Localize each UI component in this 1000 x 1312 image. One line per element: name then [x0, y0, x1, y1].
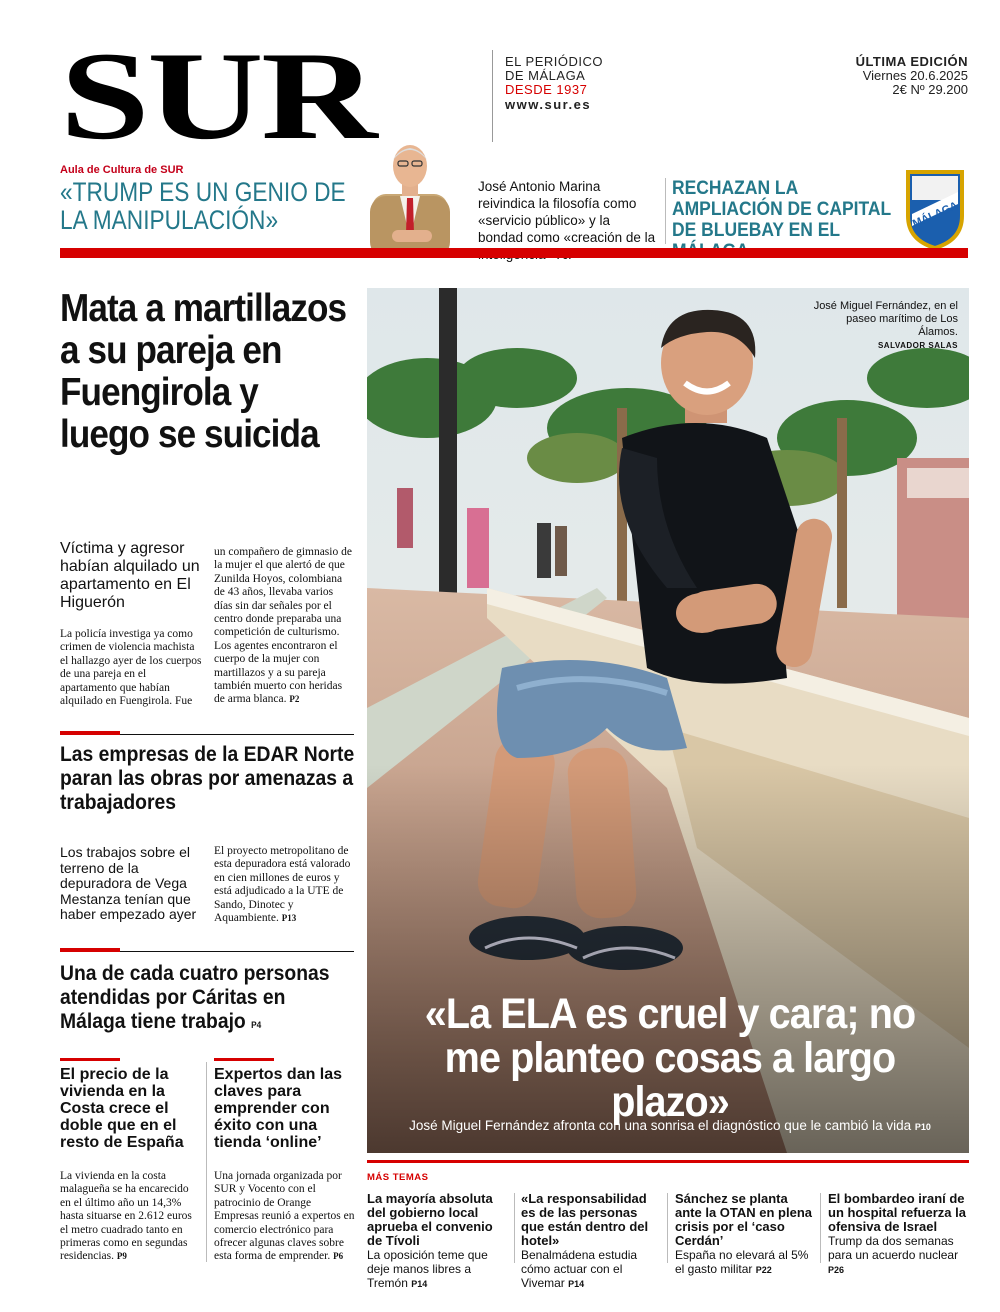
mas-temas-body-text: Trump da dos semanas para un acuerdo nuclear — [828, 1234, 959, 1262]
caritas-headline-text: Una de cada cuatro personas atendidas por Cáritas en Málaga tiene trabajo — [60, 962, 330, 1033]
bluebay-headline: RECHAZAN LA AMPLIACIÓN DE CAPITAL DE BLUEBAY EN EL — [672, 178, 891, 241]
mas-temas-body — [521, 1248, 663, 1291]
edar-dek: Los trabajos sobre el terreno de la depuradora de Vega Mestanza tenían que haber empezado ayer — [60, 844, 197, 922]
marina-text: José Antonio Marina reivindica la filosofía como «servicio público» y la bondad como «creación de la — [478, 179, 656, 245]
mas-temas-item[interactable] — [675, 1192, 817, 1277]
masthead-tagline-2: DE MÁLAGA — [505, 68, 586, 83]
mas-temas-headline: «La responsabilidad es de las personas que están dentro del hotel» — [521, 1191, 649, 1248]
mas-temas-page: P26 — [828, 1265, 845, 1275]
lead-subhead: Víctima y agresor habían alquilado un apartamento en El Higuerón — [60, 540, 200, 611]
mas-temas-label: MÁS TEMAS — [367, 1172, 429, 1183]
mas-temas-item[interactable] — [367, 1192, 509, 1291]
expertos-page: P6 — [333, 1251, 344, 1262]
vivienda-body — [60, 1170, 202, 1264]
malaga-crest-icon — [902, 166, 968, 250]
feature-quote[interactable]: «La ELA es cruel y cara; no me planteo cosas a largo plazo» — [424, 990, 916, 1126]
mas-temas-headline: Sánchez se planta ante la OTAN en plena crisis por el ‘caso Cerdán’ — [675, 1191, 813, 1248]
feature-subline — [380, 1118, 960, 1133]
aula-quote[interactable]: «TRUMP ES UN GENIO DE LA MANIPULACIÓN» — [60, 177, 346, 235]
mas-temas-page: P14 — [568, 1279, 585, 1289]
mas-temas-body-text: La oposición teme que deje manos libres a Tremón — [367, 1248, 488, 1290]
mas-temas-item[interactable] — [828, 1192, 970, 1277]
masthead-divider — [492, 50, 493, 142]
edar-headline[interactable]: Las empresas de la EDAR Norte paran las obras por amenazas a trabajadores — [60, 743, 355, 814]
vivienda-body-text: La vivienda en la costa malagueña se ha encarecido en el último año un 14,3% hasta situarse en 2.612 euros el metro cuadrado tanto en primeras como en segundas residencias. — [60, 1170, 192, 1263]
caritas-accent — [60, 948, 120, 952]
masthead-tagline-1: EL PERIÓDICO — [505, 54, 603, 69]
expertos-body — [214, 1170, 356, 1264]
expertos-body-text: Una jornada organizada por SUR y Vocento con el patrocinio de Orange Empresas reunió a expertos en comercio electrónico para ofrecer algunas claves sobre esta forma de emprender. — [214, 1170, 355, 1263]
photo-caption-text: José Miguel Fernández, en el paseo marítimo de Los Álamos. — [813, 300, 958, 338]
edition-date: Viernes 20.6.2025 — [862, 68, 968, 83]
lead-page: P2 — [289, 694, 300, 705]
lead-body-col1: La policía investiga ya como crimen de violencia machista el hallazgo ayer de los cuerpos de una pareja en el apartamento que habían alquilado en Fuengirola. Fue — [60, 628, 202, 708]
band-divider — [665, 178, 666, 244]
edition-price-number: 2€ Nº 29.200 — [892, 82, 968, 97]
crest-text: MÁLAGA — [910, 199, 960, 231]
mas-temas-body — [367, 1248, 509, 1291]
aula-label: Aula de Cultura de SUR — [60, 164, 184, 176]
expertos-accent — [214, 1058, 274, 1061]
edar-page: P13 — [281, 913, 297, 924]
caritas-page: P4 — [251, 1020, 262, 1030]
red-band — [60, 248, 968, 258]
mas-temas-body — [828, 1234, 970, 1277]
bottom-left-divider — [206, 1062, 207, 1262]
mas-temas-page: P22 — [755, 1265, 772, 1275]
edition-label: ÚLTIMA EDICIÓN — [855, 54, 968, 69]
mas-temas-headline: La mayoría absoluta del gobierno local aprueba el convenio de Tívoli — [367, 1191, 493, 1248]
edar-body-text: El proyecto metropolitano de esta depuradora está valorado en cien millones de euros y está adjudicado a la UTE de Sando, Dinotec y Aquambiente. — [214, 845, 351, 925]
marina-portrait — [350, 134, 470, 258]
mas-temas-page: P14 — [411, 1279, 428, 1289]
edar-body — [214, 845, 354, 925]
lead-body-col2 — [214, 546, 354, 707]
edar-accent — [60, 731, 120, 735]
lead-headline[interactable]: Mata a martillazos a su pareja en Fuengirola y luego se suicida — [60, 287, 347, 456]
feature-subline-text: José Miguel Fernández afronta con una sonrisa el diagnóstico que le cambió la vida — [409, 1118, 912, 1133]
mas-temas-divider — [820, 1193, 821, 1263]
masthead-logo[interactable]: SUR — [60, 27, 375, 166]
mas-temas-body-text: Benalmádena estudia cómo actuar con el Vivemar — [521, 1248, 638, 1290]
mas-temas-bar — [367, 1160, 969, 1163]
vivienda-accent — [60, 1058, 120, 1061]
photo-caption — [808, 300, 958, 352]
mas-temas-divider — [667, 1193, 668, 1263]
mas-temas-body-text: España no elevará al 5% el gasto militar — [675, 1248, 809, 1276]
feature-page: P10 — [914, 1122, 931, 1132]
mas-temas-body — [675, 1248, 817, 1277]
caritas-headline[interactable] — [60, 962, 354, 1037]
mas-temas-headline: El bombardeo iraní de un hospital refuerza la ofensiva de Israel — [828, 1191, 966, 1234]
vivienda-headline[interactable]: El precio de la vivienda en la Costa crece el doble que en el resto de España — [60, 1066, 184, 1151]
mas-temas-item[interactable] — [521, 1192, 663, 1291]
expertos-headline[interactable]: Expertos dan las claves para emprender con éxito con una tienda ‘online’ — [214, 1066, 343, 1151]
photo-credit: SALVADOR SALAS — [877, 341, 958, 350]
lead-col2-text: un compañero de gimnasio de la mujer el que alertó de que Zunilda Hoyos, colombiana de 43 años, llevaba varios días sin dar señales por el centro donde preparaba una competición de culturismo. Los agentes encontraron el cuerpo de la mujer con martillazos y a su pareja también muerto con heridas de arma blanca. — [214, 546, 352, 706]
masthead-website[interactable]: www.sur.es — [505, 97, 592, 112]
mas-temas-divider — [514, 1193, 515, 1263]
masthead-since: DESDE 1937 — [505, 82, 588, 97]
vivienda-page: P9 — [116, 1251, 127, 1262]
